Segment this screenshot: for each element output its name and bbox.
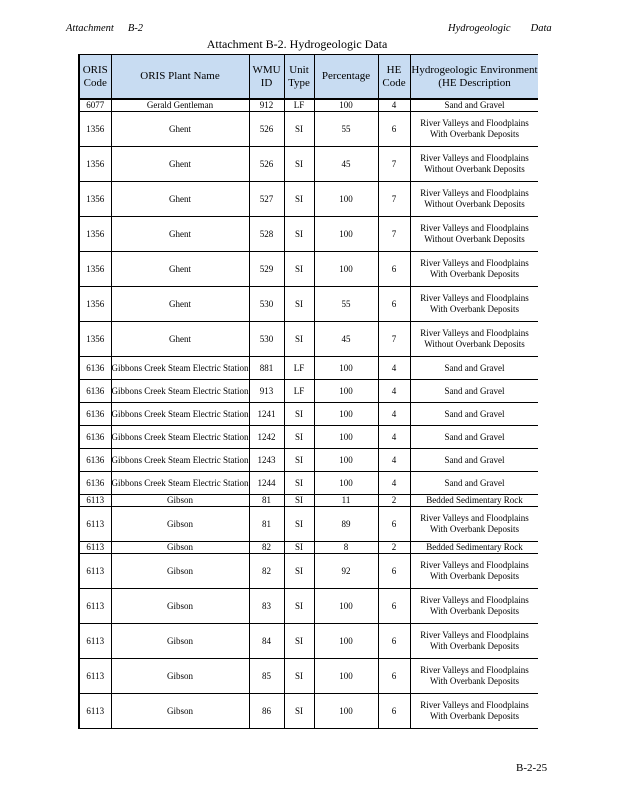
- cell-he-code: 6: [378, 252, 410, 287]
- he-description-text: River Valleys and Floodplains Without Overbank Deposits: [420, 328, 529, 349]
- he-description-text: River Valleys and Floodplains With Overbank Deposits: [420, 630, 529, 651]
- cell-he-code: 2: [378, 495, 410, 507]
- header-attachment-label: Attachment: [66, 23, 114, 34]
- he-description-text: River Valleys and Floodplains Without Overbank Deposits: [420, 153, 529, 174]
- cell-unit-type: SI: [284, 147, 314, 182]
- cell-wmu-id: 86: [249, 694, 284, 729]
- cell-he-description: [410, 252, 538, 287]
- cell-plant-name: [111, 472, 249, 495]
- table-title: Attachment B-2. Hydrogeologic Data: [206, 37, 388, 51]
- cell-he-code: 2: [378, 542, 410, 554]
- cell-he-description: [410, 112, 538, 147]
- table-row: [79, 472, 538, 495]
- plant-name-text: Gibson: [166, 600, 193, 611]
- cell-percentage: 55: [314, 287, 378, 322]
- cell-oris-code: 1356: [79, 182, 111, 217]
- cell-he-description: [410, 322, 538, 357]
- cell-percentage: 100: [314, 403, 378, 426]
- table-row: [79, 99, 538, 112]
- cell-percentage: 45: [314, 322, 378, 357]
- he-description-text: Sand and Gravel: [444, 362, 505, 373]
- cell-unit-type: SI: [284, 554, 314, 589]
- cell-he-description: Bedded Sedimentary Rock: [410, 495, 538, 507]
- table-row: [79, 403, 538, 426]
- cell-he-code: 6: [378, 659, 410, 694]
- cell-plant-name: Gibson: [111, 495, 249, 507]
- cell-unit-type: SI: [284, 542, 314, 554]
- table-row: [79, 659, 538, 694]
- table-row: [79, 554, 538, 589]
- cell-he-description: [410, 624, 538, 659]
- cell-oris-code: 6113: [79, 624, 111, 659]
- cell-percentage: 100: [314, 357, 378, 380]
- cell-wmu-id: 82: [249, 542, 284, 554]
- he-description-text: River Valleys and Floodplains With Overbank Deposits: [420, 595, 529, 616]
- cell-plant-name: [111, 624, 249, 659]
- plant-name-text: Ghent: [169, 158, 191, 169]
- cell-he-code: 4: [378, 99, 410, 112]
- cell-he-code: 4: [378, 380, 410, 403]
- cell-percentage: 100: [314, 694, 378, 729]
- plant-name-text: Gibson: [166, 565, 193, 576]
- cell-oris-code: 6113: [79, 589, 111, 624]
- cell-unit-type: SI: [284, 624, 314, 659]
- cell-plant-name: [111, 217, 249, 252]
- cell-plant-name: [111, 694, 249, 729]
- plant-name-text: Ghent: [169, 193, 191, 204]
- he-description-text: River Valleys and Floodplains With Overbank Deposits: [420, 513, 529, 534]
- cell-percentage: 100: [314, 182, 378, 217]
- plant-name-text: Ghent: [169, 298, 191, 309]
- cell-percentage: 55: [314, 112, 378, 147]
- cell-percentage: 100: [314, 380, 378, 403]
- he-description-text: River Valleys and Floodplains With Overbank Deposits: [420, 700, 529, 721]
- cell-unit-type: SI: [284, 182, 314, 217]
- cell-unit-type: SI: [284, 507, 314, 542]
- cell-he-description: [410, 287, 538, 322]
- plant-name-text: Ghent: [169, 333, 191, 344]
- cell-he-description: [410, 659, 538, 694]
- cell-wmu-id: 913: [249, 380, 284, 403]
- cell-wmu-id: 881: [249, 357, 284, 380]
- header-page-ref: B-2: [127, 23, 143, 34]
- cell-he-description: [410, 694, 538, 729]
- he-description-text: River Valleys and Floodplains With Overbank Deposits: [420, 293, 529, 314]
- cell-wmu-id: 530: [249, 287, 284, 322]
- cell-he-code: 6: [378, 589, 410, 624]
- cell-oris-code: 1356: [79, 252, 111, 287]
- cell-percentage: 8: [314, 542, 378, 554]
- cell-he-code: 6: [378, 554, 410, 589]
- header-word-hydrogeologic: Hydrogeologic: [448, 23, 511, 34]
- cell-plant-name: Gibson: [111, 542, 249, 554]
- cell-percentage: 11: [314, 495, 378, 507]
- cell-he-description: [410, 472, 538, 495]
- cell-wmu-id: 526: [249, 147, 284, 182]
- cell-percentage: 100: [314, 426, 378, 449]
- col-header-unit-type: Unit Type: [284, 55, 314, 100]
- cell-he-description: [410, 589, 538, 624]
- cell-unit-type: SI: [284, 322, 314, 357]
- table-row: [79, 252, 538, 287]
- he-description-text: River Valleys and Floodplains Without Overbank Deposits: [420, 223, 529, 244]
- cell-wmu-id: 1243: [249, 449, 284, 472]
- he-description-text: Sand and Gravel: [444, 385, 505, 396]
- cell-percentage: 100: [314, 217, 378, 252]
- cell-he-code: 6: [378, 507, 410, 542]
- cell-plant-name: [111, 252, 249, 287]
- cell-unit-type: LF: [284, 99, 314, 112]
- cell-oris-code: 6136: [79, 449, 111, 472]
- cell-wmu-id: 526: [249, 112, 284, 147]
- table-row: [79, 287, 538, 322]
- table-row: [79, 449, 538, 472]
- plant-name-text: Gibbons Creek Steam Electric Station: [111, 385, 249, 396]
- cell-he-description: Bedded Sedimentary Rock: [410, 542, 538, 554]
- cell-plant-name: [111, 589, 249, 624]
- cell-wmu-id: 1241: [249, 403, 284, 426]
- cell-percentage: 100: [314, 659, 378, 694]
- cell-wmu-id: 528: [249, 217, 284, 252]
- cell-he-code: 4: [378, 426, 410, 449]
- cell-he-code: 6: [378, 112, 410, 147]
- cell-unit-type: SI: [284, 694, 314, 729]
- cell-plant-name: [111, 403, 249, 426]
- table-row: [79, 112, 538, 147]
- cell-unit-type: SI: [284, 472, 314, 495]
- cell-unit-type: SI: [284, 217, 314, 252]
- cell-plant-name: [111, 449, 249, 472]
- plant-name-text: Gibbons Creek Steam Electric Station: [111, 362, 249, 373]
- plant-name-text: Gibson: [166, 635, 193, 646]
- he-description-text: River Valleys and Floodplains With Overbank Deposits: [420, 118, 529, 139]
- cell-oris-code: 6136: [79, 426, 111, 449]
- cell-plant-name: Gerald Gentleman: [111, 99, 249, 112]
- cell-wmu-id: 529: [249, 252, 284, 287]
- plant-name-text: Gibson: [166, 670, 193, 681]
- table-row: [79, 357, 538, 380]
- cell-percentage: 100: [314, 589, 378, 624]
- cell-wmu-id: 82: [249, 554, 284, 589]
- cell-percentage: 45: [314, 147, 378, 182]
- table-row: [79, 542, 538, 554]
- table-row: [79, 589, 538, 624]
- cell-wmu-id: 527: [249, 182, 284, 217]
- cell-percentage: 100: [314, 624, 378, 659]
- he-description-text: River Valleys and Floodplains With Overbank Deposits: [420, 665, 529, 686]
- plant-name-text: Ghent: [169, 228, 191, 239]
- cell-he-code: 4: [378, 403, 410, 426]
- table-row: [79, 694, 538, 729]
- running-header-left: [66, 23, 157, 34]
- cell-unit-type: SI: [284, 495, 314, 507]
- table-row: [79, 147, 538, 182]
- cell-plant-name: [111, 507, 249, 542]
- cell-he-code: 6: [378, 624, 410, 659]
- table-row: [79, 380, 538, 403]
- plant-name-text: Gibbons Creek Steam Electric Station: [111, 408, 249, 419]
- cell-oris-code: 6136: [79, 472, 111, 495]
- plant-name-text: Gibbons Creek Steam Electric Station: [111, 477, 249, 488]
- cell-he-description: Sand and Gravel: [410, 99, 538, 112]
- cell-he-description: [410, 357, 538, 380]
- cell-oris-code: 1356: [79, 217, 111, 252]
- plant-name-text: Gibson: [166, 518, 193, 529]
- cell-plant-name: [111, 287, 249, 322]
- header-word-data: Data: [530, 23, 552, 34]
- cell-unit-type: LF: [284, 357, 314, 380]
- he-description-text: River Valleys and Floodplains With Overbank Deposits: [420, 258, 529, 279]
- cell-unit-type: SI: [284, 287, 314, 322]
- cell-oris-code: 6136: [79, 357, 111, 380]
- cell-he-code: 6: [378, 287, 410, 322]
- col-header-wmu-id: WMU ID: [249, 55, 284, 100]
- cell-he-code: 7: [378, 182, 410, 217]
- cell-unit-type: SI: [284, 403, 314, 426]
- cell-unit-type: SI: [284, 112, 314, 147]
- plant-name-text: Ghent: [169, 123, 191, 134]
- cell-he-code: 7: [378, 322, 410, 357]
- cell-oris-code: 6113: [79, 694, 111, 729]
- cell-wmu-id: 85: [249, 659, 284, 694]
- hydrogeologic-table-container: [78, 54, 538, 732]
- cell-he-description: [410, 449, 538, 472]
- cell-wmu-id: 83: [249, 589, 284, 624]
- he-description-text: Sand and Gravel: [444, 477, 505, 488]
- cell-percentage: 89: [314, 507, 378, 542]
- cell-wmu-id: 912: [249, 99, 284, 112]
- plant-name-text: Gibson: [166, 705, 193, 716]
- table-row: [79, 495, 538, 507]
- cell-oris-code: 6113: [79, 542, 111, 554]
- cell-percentage: 100: [314, 449, 378, 472]
- cell-he-description: [410, 426, 538, 449]
- cell-unit-type: LF: [284, 380, 314, 403]
- cell-wmu-id: 84: [249, 624, 284, 659]
- cell-plant-name: [111, 426, 249, 449]
- cell-he-code: 7: [378, 147, 410, 182]
- cell-oris-code: 6113: [79, 554, 111, 589]
- cell-he-description: [410, 507, 538, 542]
- cell-plant-name: [111, 147, 249, 182]
- col-header-percentage: Percentage: [314, 55, 378, 100]
- cell-he-code: 4: [378, 449, 410, 472]
- cell-he-code: 4: [378, 357, 410, 380]
- cell-unit-type: SI: [284, 449, 314, 472]
- cell-he-description: [410, 380, 538, 403]
- cell-oris-code: 1356: [79, 147, 111, 182]
- cell-he-description: [410, 182, 538, 217]
- cell-wmu-id: 81: [249, 495, 284, 507]
- table-row: [79, 624, 538, 659]
- cell-percentage: 100: [314, 472, 378, 495]
- cell-plant-name: [111, 182, 249, 217]
- cell-plant-name: [111, 112, 249, 147]
- plant-name-text: Gibbons Creek Steam Electric Station: [111, 431, 249, 442]
- cell-plant-name: [111, 322, 249, 357]
- plant-name-text: Ghent: [169, 263, 191, 274]
- cell-he-description: [410, 147, 538, 182]
- col-header-oris-code: ORIS Code: [79, 55, 111, 100]
- cell-oris-code: 1356: [79, 112, 111, 147]
- cell-he-description: [410, 403, 538, 426]
- plant-name-text: Gibbons Creek Steam Electric Station: [111, 454, 249, 465]
- cell-unit-type: SI: [284, 252, 314, 287]
- he-description-text: Sand and Gravel: [444, 408, 505, 419]
- cell-he-code: 7: [378, 217, 410, 252]
- running-header-right: [448, 23, 572, 34]
- cell-oris-code: 6077: [79, 99, 111, 112]
- cell-oris-code: 6113: [79, 495, 111, 507]
- cell-oris-code: 6113: [79, 659, 111, 694]
- col-header-he-description: Hydrogeologic Environment (HE Description: [410, 55, 538, 100]
- page-number: B-2-25: [516, 762, 548, 774]
- cell-plant-name: [111, 659, 249, 694]
- cell-percentage: 92: [314, 554, 378, 589]
- cell-he-code: 4: [378, 472, 410, 495]
- cell-wmu-id: 81: [249, 507, 284, 542]
- cell-unit-type: SI: [284, 426, 314, 449]
- col-header-he-code: HE Code: [378, 55, 410, 100]
- he-description-text: Sand and Gravel: [444, 431, 505, 442]
- cell-wmu-id: 1244: [249, 472, 284, 495]
- table-row: [79, 507, 538, 542]
- cell-wmu-id: 1242: [249, 426, 284, 449]
- cell-oris-code: 6113: [79, 507, 111, 542]
- cell-wmu-id: 530: [249, 322, 284, 357]
- cell-plant-name: [111, 380, 249, 403]
- he-description-text: River Valleys and Floodplains Without Overbank Deposits: [420, 188, 529, 209]
- cell-oris-code: 6136: [79, 403, 111, 426]
- he-description-text: River Valleys and Floodplains With Overbank Deposits: [420, 560, 529, 581]
- cell-unit-type: SI: [284, 659, 314, 694]
- he-description-text: Sand and Gravel: [444, 454, 505, 465]
- cell-plant-name: [111, 357, 249, 380]
- cell-oris-code: 6136: [79, 380, 111, 403]
- cell-unit-type: SI: [284, 589, 314, 624]
- cell-he-description: [410, 217, 538, 252]
- table-header-row: [79, 55, 538, 100]
- table-row: [79, 322, 538, 357]
- table-row: [79, 217, 538, 252]
- col-header-plant-name: ORIS Plant Name: [111, 55, 249, 100]
- cell-percentage: 100: [314, 252, 378, 287]
- cell-percentage: 100: [314, 99, 378, 112]
- table-row: [79, 182, 538, 217]
- cell-plant-name: [111, 554, 249, 589]
- table-row: [79, 426, 538, 449]
- hydrogeologic-data-table: [78, 54, 538, 729]
- cell-he-description: [410, 554, 538, 589]
- cell-oris-code: 1356: [79, 322, 111, 357]
- cell-he-code: 6: [378, 694, 410, 729]
- cell-oris-code: 1356: [79, 287, 111, 322]
